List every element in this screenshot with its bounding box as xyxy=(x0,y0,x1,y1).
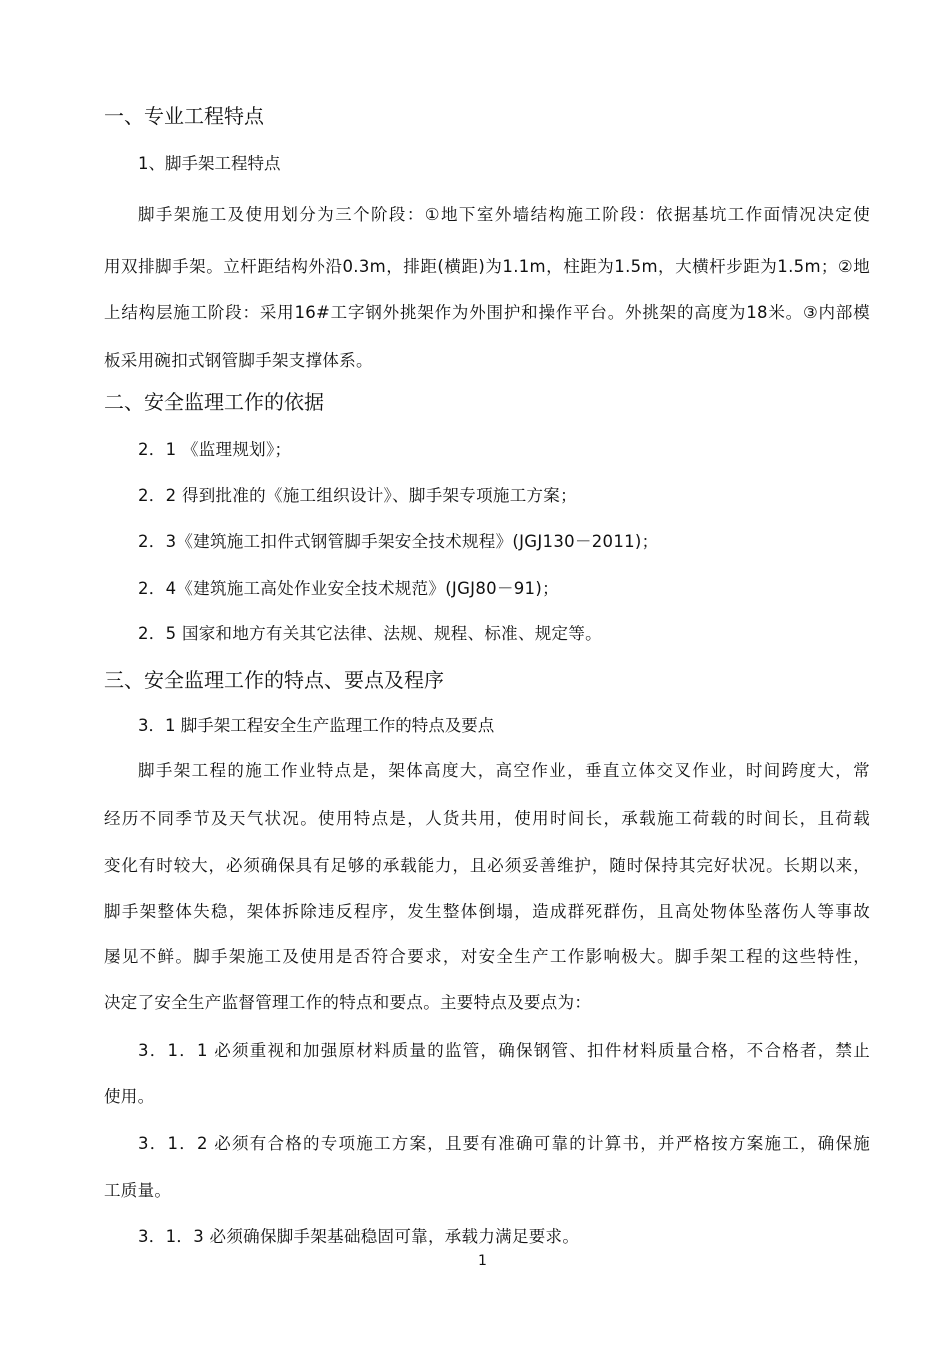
list-item: 2．5 国家和地方有关其它法律、法规、规程、标准、规定等。 xyxy=(138,624,602,643)
paragraph-line: 脚手架工程的施工作业特点是，架体高度大，高空作业，垂直立体交叉作业，时间跨度大，常 xyxy=(138,761,870,780)
paragraph-line: 变化有时较大，必须确保具有足够的承载能力，且必须妥善维护，随时保持其完好状况。长期以来， xyxy=(104,856,870,875)
section-heading-2: 二、安全监理工作的依据 xyxy=(104,390,324,414)
section-heading-1: 一、专业工程特点 xyxy=(104,104,264,128)
point-line: 3．1．2 必须有合格的专项施工方案，且要有准确可靠的计算书，并严格按方案施工，确保施 xyxy=(138,1134,870,1153)
paragraph-line: 经历不同季节及天气状况。使用特点是，人货共用，使用时间长，承载施工荷载的时间长，且荷载 xyxy=(104,809,870,828)
paragraph-line: 脚手架整体失稳，架体拆除违反程序，发生整体倒塌，造成群死群伤，且高处物体坠落伤人等事故 xyxy=(104,902,870,921)
paragraph-line: 决定了安全生产监督管理工作的特点和要点。主要特点及要点为： xyxy=(104,993,592,1012)
paragraph-line: 板采用碗扣式钢管脚手架支撑体系。 xyxy=(104,351,373,370)
list-item: 2．3《建筑施工扣件式钢管脚手架安全技术规程》(JGJ130－2011)； xyxy=(138,532,659,551)
paragraph-line: 用双排脚手架。立杆距结构外沿0.3m，排距(横距)为1.1m，柱距为1.5m，大横杆步距为1.5m；②地 xyxy=(104,257,870,276)
list-item: 2．2 得到批准的《施工组织设计》、脚手架专项施工方案； xyxy=(138,486,577,505)
list-item: 2．4《建筑施工高处作业安全技术规范》(JGJ80－91)； xyxy=(138,579,559,598)
point-line: 3．1．3 必须确保脚手架基础稳固可靠，承载力满足要求。 xyxy=(138,1227,580,1246)
section-heading-3: 三、安全监理工作的特点、要点及程序 xyxy=(104,668,444,692)
subsection-heading-3-1: 3．1 脚手架工程安全生产监理工作的特点及要点 xyxy=(138,716,495,735)
list-item: 2．1 《监理规划》； xyxy=(138,440,292,459)
page-number: 1 xyxy=(478,1253,487,1269)
point-line: 使用。 xyxy=(104,1087,155,1106)
point-line: 3．1．1 必须重视和加强原材料质量的监管，确保钢管、扣件材料质量合格，不合格者，禁止 xyxy=(138,1041,870,1060)
point-line: 工质量。 xyxy=(104,1181,172,1200)
paragraph-line: 屡见不鲜。脚手架施工及使用是否符合要求，对安全生产工作影响极大。脚手架工程的这些特性， xyxy=(104,947,870,966)
paragraph-line: 上结构层施工阶段：采用16#工字钢外挑架作为外围护和操作平台。外挑架的高度为18米。③内部模 xyxy=(104,303,870,322)
paragraph-line: 脚手架施工及使用划分为三个阶段：①地下室外墙结构施工阶段：依据基坑工作面情况决定使 xyxy=(138,205,870,224)
subsection-heading-1-1: 1、脚手架工程特点 xyxy=(138,154,281,173)
